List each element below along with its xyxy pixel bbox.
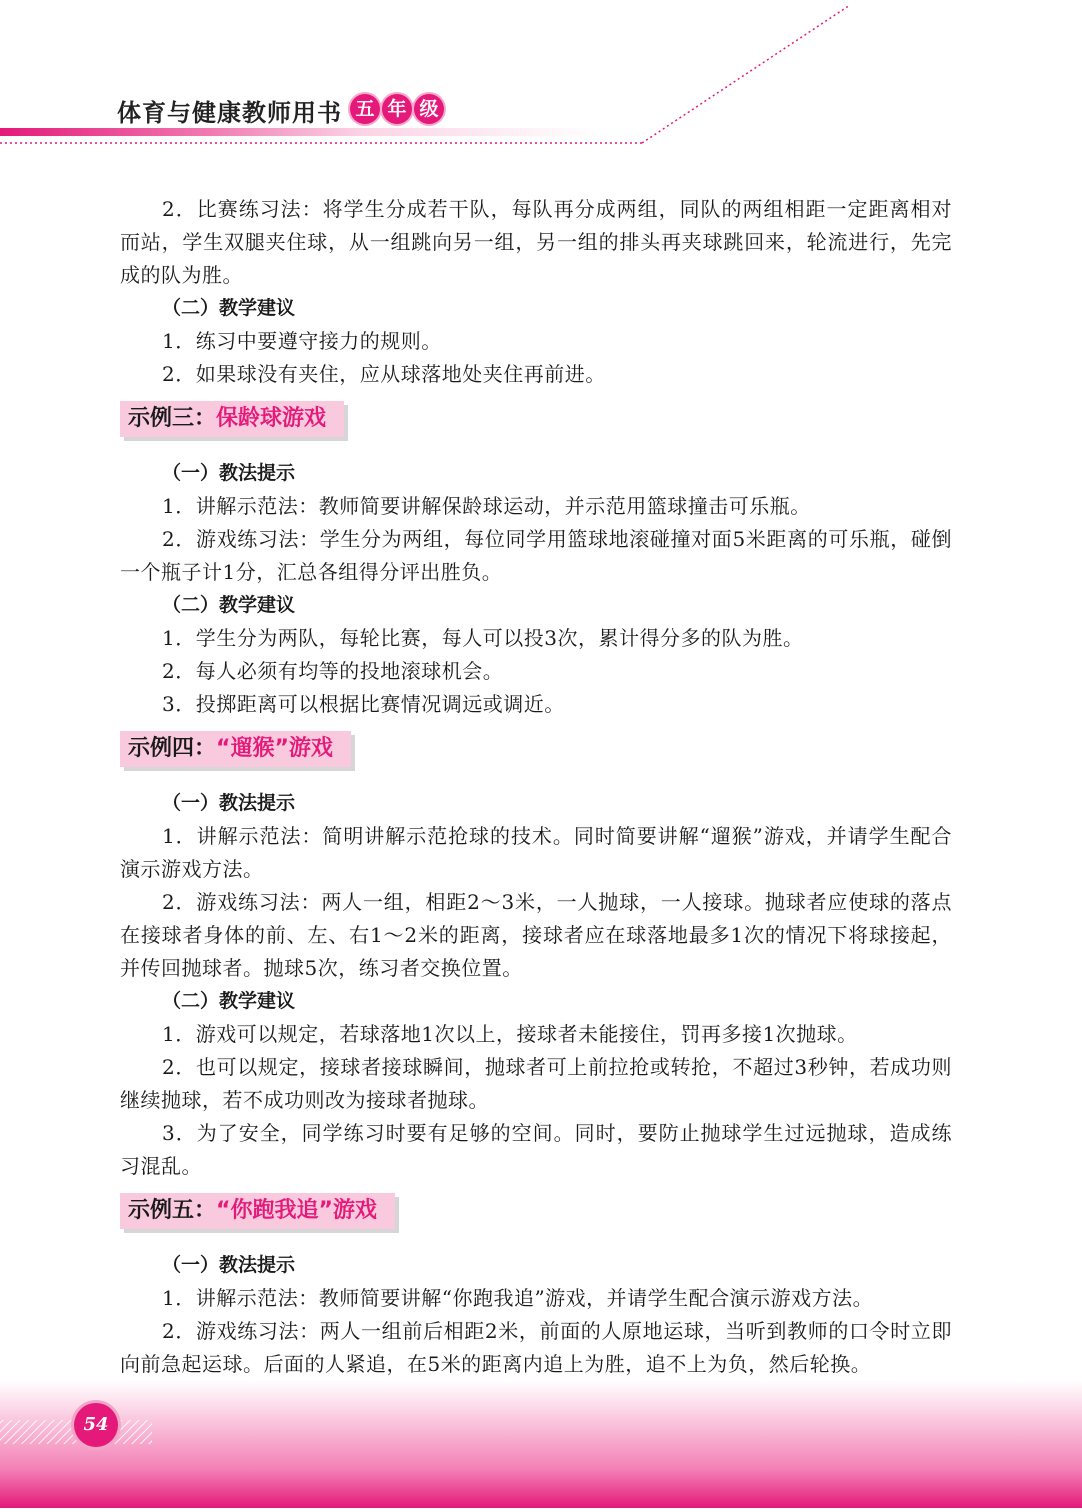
example-heading: [120, 401, 344, 437]
paragraph: 1．讲解示范法：教师简要讲解保龄球运动，并示范用篮球撞击可乐瓶。: [162, 494, 811, 518]
grade-char: 级: [414, 94, 444, 124]
grade-char: 五: [350, 94, 380, 124]
example-heading: [120, 731, 351, 767]
subheading: （一）教法提示: [162, 462, 296, 484]
page-header: [0, 0, 1082, 160]
paragraph: 2．游戏练习法：两人一组，相距2～3米，一人抛球，一人接球。抛球者应使球的落点在接球者身体的前、左、右1～2米的距离，接球者应在球落地最多1次的情况下将球接起，并传回抛球者。抛球5次，练习者交换位置。: [120, 890, 952, 980]
example-label: 示例三：: [128, 406, 217, 431]
page-footer: [0, 1380, 1082, 1508]
page-number: 54: [74, 1403, 118, 1447]
paragraph: 2．如果球没有夹住，应从球落地处夹住再前进。: [162, 362, 606, 386]
subheading: （二）教学建议: [162, 297, 296, 319]
example-label: 示例四：: [128, 736, 217, 761]
subheading: （二）教学建议: [162, 990, 296, 1012]
main-content: [120, 193, 952, 1381]
paragraph: 1．讲解示范法：简明讲解示范抢球的技术。同时简要讲解“遛猴”游戏，并请学生配合演示游戏方法。: [120, 824, 952, 881]
paragraph: 2．比赛练习法：将学生分成若干队，每队再分成两组，同队的两组相距一定距离相对而站，学生双腿夹住球，从一组跳向另一组，另一组的排头再夹球跳回来，轮流进行，先完成的队为胜。: [120, 197, 952, 287]
paragraph: 3．为了安全，同学练习时要有足够的空间。同时，要防止抛球学生过远抛球，造成练习混乱。: [120, 1121, 952, 1178]
paragraph: 3．投掷距离可以根据比赛情况调远或调近。: [162, 692, 565, 716]
subheading: （一）教法提示: [162, 1254, 296, 1276]
example-title: “你跑我追”游戏: [216, 1198, 377, 1223]
example-title: 保龄球游戏: [216, 406, 327, 431]
paragraph: 2．游戏练习法：学生分为两组，每位同学用篮球地滚碰撞对面5米距离的可乐瓶，碰倒一个瓶子计1分，汇总各组得分评出胜负。: [120, 527, 952, 584]
example-title: “遛猴”游戏: [216, 736, 333, 761]
paragraph: 1．游戏可以规定，若球落地1次以上，接球者未能接住，罚再多接1次抛球。: [162, 1022, 858, 1046]
paragraph: 1．练习中要遵守接力的规则。: [162, 329, 442, 353]
paragraph: 2．游戏练习法：两人一组前后相距2米，前面的人原地运球，当听到教师的口令时立即向前急起运球。后面的人紧追，在5米的距离内追上为胜，追不上为负，然后轮换。: [120, 1319, 952, 1376]
paragraph: 2．也可以规定，接球者接球瞬间，抛球者可上前拉抢或转抢，不超过3秒钟，若成功则继续抛球，若不成功则改为接球者抛球。: [120, 1055, 952, 1112]
subheading: （二）教学建议: [162, 594, 296, 616]
paragraph: 1．讲解示范法：教师简要讲解“你跑我追”游戏，并请学生配合演示游戏方法。: [162, 1286, 874, 1310]
grade-badge: [350, 94, 444, 124]
footer-decoration: [0, 1380, 1082, 1508]
paragraph: 1．学生分为两队，每轮比赛，每人可以投3次，累计得分多的队为胜。: [162, 626, 804, 650]
paragraph: 2．每人必须有均等的投地滚球机会。: [162, 659, 504, 683]
example-heading: [120, 1193, 395, 1229]
grade-char: 年: [382, 94, 412, 124]
book-title: 体育与健康教师用书: [117, 98, 342, 127]
subheading: （一）教法提示: [162, 792, 296, 814]
header-decoration: [0, 0, 1082, 160]
example-label: 示例五：: [128, 1198, 217, 1223]
